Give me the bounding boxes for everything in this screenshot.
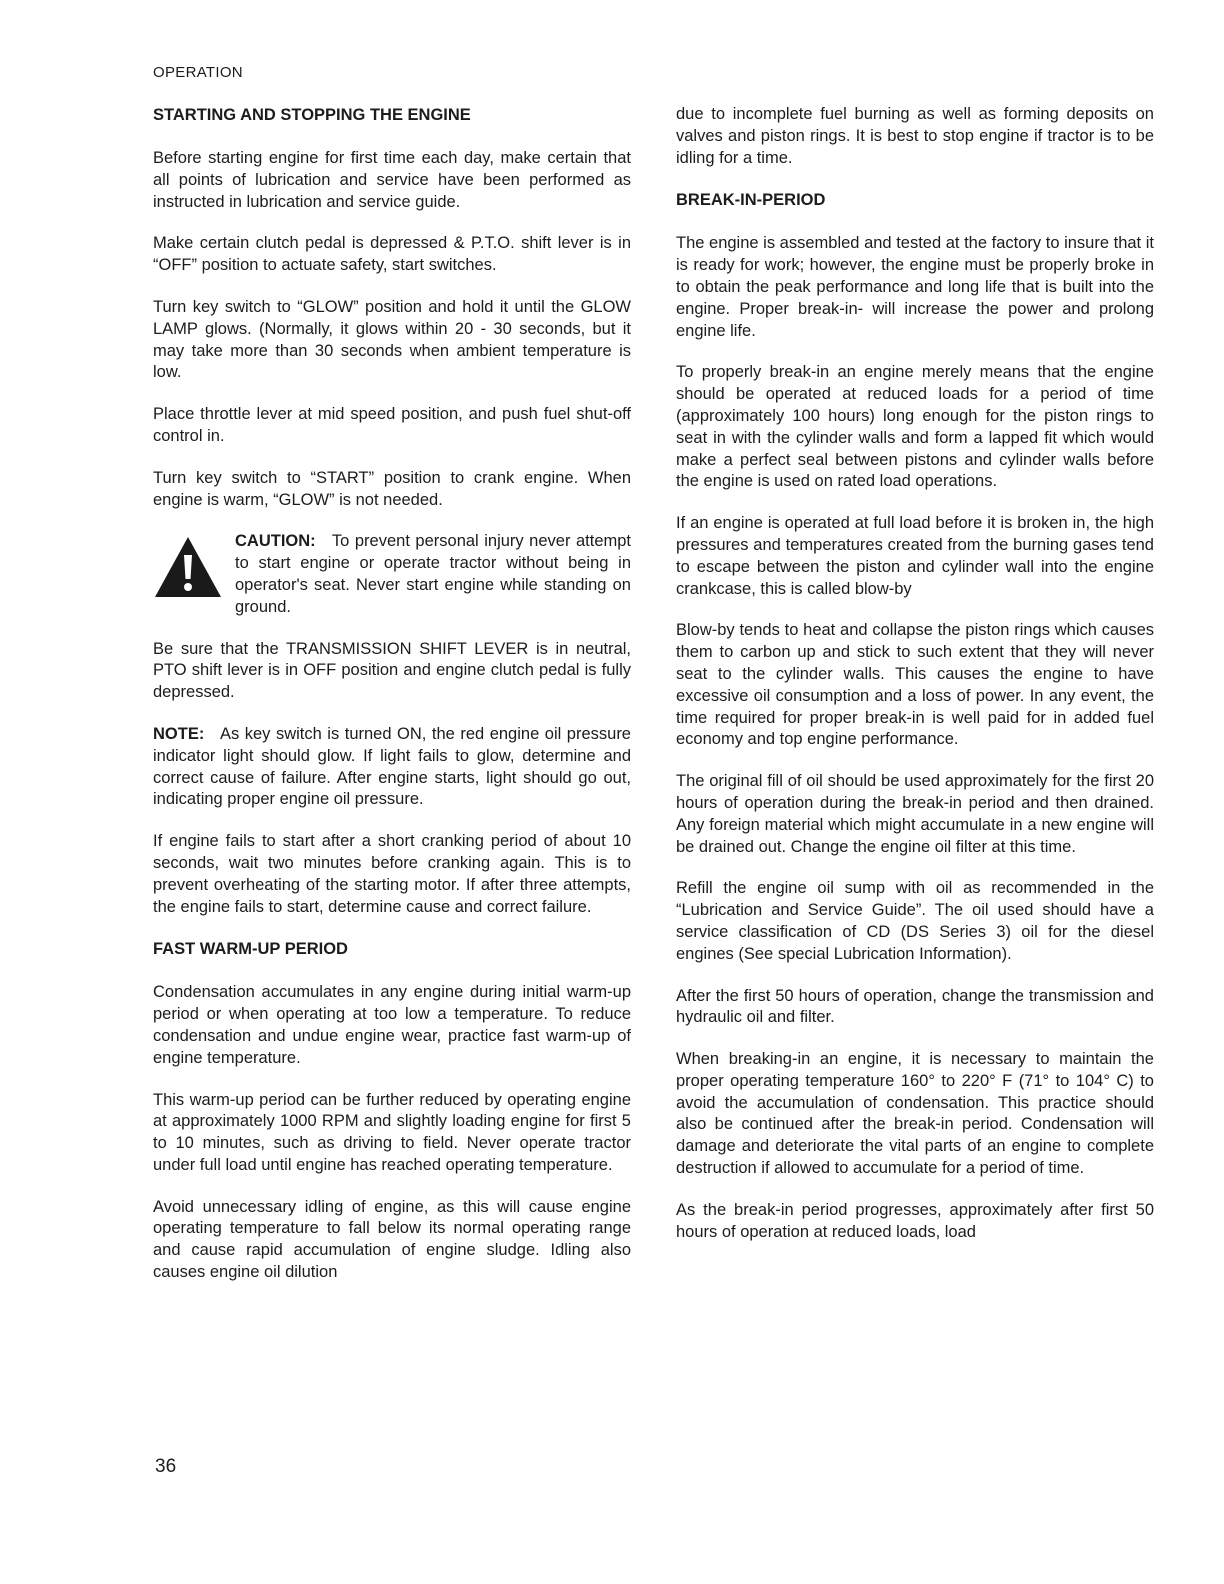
page-number: 36	[155, 1456, 177, 1477]
caution-block	[153, 531, 631, 618]
section-heading-fast-warm-up: FAST WARM-UP PERIOD	[153, 940, 348, 959]
paragraph: After the first 50 hours of operation, change the transmission and hydraulic oil and filter.	[676, 986, 1154, 1027]
paragraph: Avoid unnecessary idling of engine, as this will cause engine operating temperature to fall below its normal operating range and cause rapid accumulation of engine sludge. Idling also causes engine oil dilution	[153, 1197, 631, 1282]
left-column	[153, 104, 631, 1304]
paragraph: Place throttle lever at mid speed position, and push fuel shut-off control in.	[153, 405, 631, 445]
paragraph: As the break-in period progresses, approximately after first 50 hours of operation at reduced loads, load	[676, 1200, 1154, 1241]
warning-triangle-icon	[153, 535, 223, 599]
paragraph: When breaking-in an engine, it is necessary to maintain the proper operating temperature 160° to 220° F (71° to 104° C) to avoid the accumulation of condensation. This practice should also be continued after the break-in period. Condensation will damage and deteriorate the vital parts of an engine to complete destruction if allowed to accumulate for a period of time.	[676, 1050, 1154, 1178]
paragraph: Make certain clutch pedal is depressed & P.T.O. shift lever is in “OFF” position to actuate safety, start switches.	[153, 234, 631, 275]
caution-text: To prevent personal injury never attempt to start engine or operate tractor without being in operator's seat. Never start engine while standing on ground.	[235, 532, 631, 616]
note-paragraph	[153, 724, 631, 811]
note-text: As key switch is turned ON, the red engine oil pressure indicator light should glow. If light fails to glow, determine and correct cause of failure. After engine starts, light should go out, indicating proper engine oil pressure.	[153, 724, 631, 809]
note-label: NOTE:	[153, 724, 205, 743]
paragraph: This warm-up period can be further reduced by operating engine at approximately 1000 RPM and slightly loading engine for first 5 to 10 minutes, such as driving to field. Never operate tractor under full load until engine has reached operating temperature.	[153, 1090, 631, 1174]
paragraph: Refill the engine oil sump with oil as recommended in the “Lubrication and Service Guide”. The oil used should have a service classification of CD (DS Series 3) oil for the diesel engines (See special Lubrication Information).	[676, 879, 1154, 963]
paragraph: The original fill of oil should be used approximately for the first 20 hours of operation during the break-in period and then drained. Any foreign material which might accumulate in a new engine will be drained out. Change the engine oil filter at this time.	[676, 772, 1154, 856]
paragraph: due to incomplete fuel burning as well as forming deposits on valves and piston rings. It is best to stop engine if tractor is to be idling for a time.	[676, 105, 1154, 167]
section-heading-break-in: BREAK-IN-PERIOD	[676, 191, 826, 210]
paragraph: Turn key switch to “START” position to crank engine. When engine is warm, “GLOW” is not needed.	[153, 468, 631, 509]
paragraph: If an engine is operated at full load before it is broken in, the high pressures and temperatures created from the burning gases tend to escape between the piston and cylinder wall into the engine crankcase, this is called blow-by	[676, 514, 1154, 598]
right-column	[676, 104, 1154, 1263]
paragraph: Before starting engine for first time each day, make certain that all points of lubrication and service have been performed as instructed in lubrication and service guide.	[153, 149, 631, 211]
paragraph: Turn key switch to “GLOW” position and hold it until the GLOW LAMP glows. (Normally, it glows within 20 - 30 seconds, but it may take more than 30 seconds when ambient temperature is low.	[153, 297, 631, 382]
paragraph: The engine is assembled and tested at the factory to insure that it is ready for work; however, the engine must be properly broke in to obtain the peak performance and long life that is built into the engine. Proper break-in- will increase the power and prolong engine life.	[676, 234, 1154, 340]
paragraph: To properly break-in an engine merely means that the engine should be operated at reduced loads for a period of time (approximately 100 hours) long enough for the piston rings to seat in with the cylinder walls and form a lapped fit which would make a perfect seal between pistons and cylinder walls before the engine is used on rated load operations.	[676, 363, 1154, 491]
paragraph: Be sure that the TRANSMISSION SHIFT LEVER is in neutral, PTO shift lever is in OFF position and engine clutch pedal is fully depressed.	[153, 639, 631, 702]
paragraph: If engine fails to start after a short cranking period of about 10 seconds, wait two minutes before cranking again. This is to prevent overheating of the starting motor. If after three attempts, the engine fails to start, determine cause and correct failure.	[153, 832, 631, 916]
paragraph: Blow-by tends to heat and collapse the piston rings which causes them to carbon up and stick to such extent that they will never seat to the cylinder walls. This causes the engine to have excessive oil consumption and a loss of power. In any event, the time required for proper break-in is well paid for in added fuel economy and top engine performance.	[676, 621, 1154, 749]
section-heading-starting-stopping: STARTING AND STOPPING THE ENGINE	[153, 106, 471, 124]
caution-label: CAUTION:	[235, 532, 316, 551]
running-head: OPERATION	[153, 64, 243, 81]
paragraph: Condensation accumulates in any engine during initial warm-up period or when operating at too low a temperature. To reduce condensation and undue engine wear, practice fast warm-up of engine temperature.	[153, 983, 631, 1067]
